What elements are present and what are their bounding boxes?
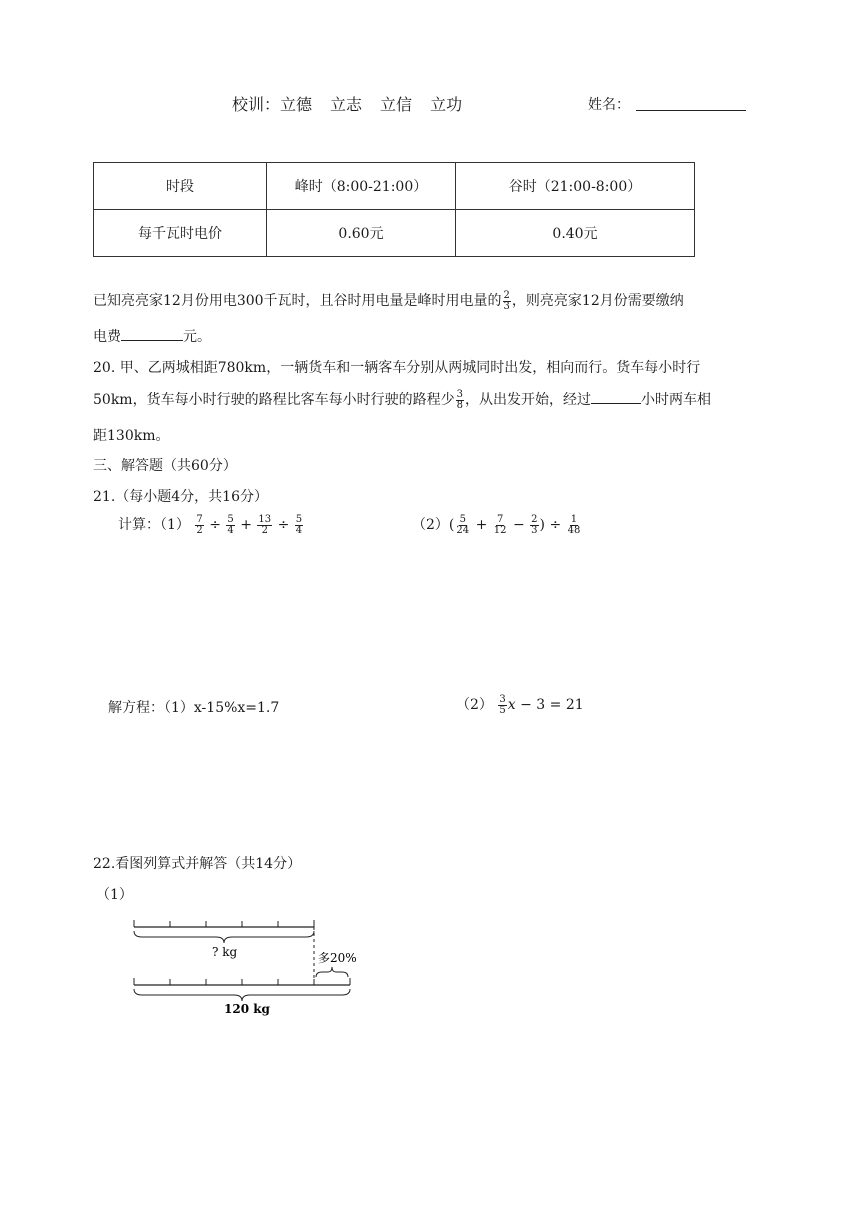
fraction [498,695,506,716]
q22-title: 22.看图列算式并解答（共14分） [93,856,302,872]
bottom-label: 120 kg [224,1002,270,1016]
q21-equation-1: 解方程：（1）x-15%x=1.7 [108,700,280,716]
fraction-numerator: 7 [196,513,203,525]
fraction [530,515,538,536]
table-header-cell: 时段 [94,163,267,210]
bottom-brace [134,989,350,1001]
fraction-numerator: 5 [295,513,303,525]
fraction [503,291,511,312]
school-motto [232,92,462,115]
extra-label: 多20% [318,951,357,965]
fraction-denominator: 8 [456,399,463,411]
motto-label: 校训： [232,95,281,114]
motto-item: 立功 [430,95,463,114]
fraction-numerator: 2 [531,513,538,525]
section-title: 三、解答题（共60分） [93,458,237,474]
q21-calc-2 [412,514,582,536]
fraction-numerator: 5 [459,513,466,525]
fraction-numerator: 3 [499,693,506,705]
fraction-denominator: 2 [261,524,268,536]
top-brace [134,931,314,943]
operator: + [475,517,488,533]
motto-item: 立信 [380,95,413,114]
answer-blank[interactable] [591,389,641,404]
q20-text: ，从出发开始，经过 [464,392,591,408]
motto-item: 立德 [280,95,313,114]
q19-line1 [93,290,684,312]
table-header-cell: 谷时（21:00-8:00） [456,163,695,210]
bar-diagram [120,915,380,1025]
paren: ) [539,517,545,533]
operator: ÷ [277,517,290,533]
fraction-numerator: 7 [496,513,504,525]
variable: x [507,697,516,713]
q19-text: 已知亮亮家12月份用电300千瓦时，且谷时用电量是峰时用电量的 [93,293,502,309]
fraction [195,515,203,536]
fraction-denominator: 3 [503,300,510,312]
fraction-denominator: 24 [456,524,470,536]
q20-text: 50km，货车每小时行驶的路程比客车每小时行驶的路程少 [93,392,455,408]
calc-label: 计算：（1） [118,517,190,533]
operator: ÷ [209,517,221,533]
bottom-bar-ticks [134,978,350,985]
q19-text: 元。 [183,329,211,345]
fraction [226,515,234,536]
fraction-numerator: 3 [456,388,463,400]
q19-text: 电费 [93,329,121,345]
operator: + [240,517,252,533]
q20-text: 小时两车相 [640,392,711,408]
fraction-denominator: 48 [567,524,581,536]
fraction-denominator: 5 [499,704,506,716]
table-cell: 0.60元 [267,210,456,257]
electricity-price-table [93,162,695,257]
q19-text: ，则亮亮家12月份需要缴纳 [511,293,684,309]
fraction-numerator: 13 [258,513,272,525]
q20-line1: 20. 甲、乙两城相距780km，一辆货车和一辆客车分别从两城同时出发，相向而行。货车每小时行 [93,360,701,376]
q20-line3: 距130km。 [93,428,170,444]
fraction-denominator: 2 [196,524,203,536]
name-label: 姓名： [588,97,630,113]
fraction [567,515,582,536]
fraction-numerator: 5 [227,513,234,525]
table-cell: 0.40元 [456,210,695,257]
q20-line2 [93,389,711,411]
q21-equation-2 [456,694,584,716]
table-header-cell: 峰时（8:00-21:00） [267,163,456,210]
table-header-row [94,163,695,210]
fraction [257,515,272,536]
calc-label: （2） [412,517,449,533]
fraction-numerator: 2 [503,289,510,301]
top-label: ? kg [212,945,238,959]
q19-line2 [93,326,211,346]
fraction-denominator: 3 [531,524,538,536]
equation-rest: − 3 = 21 [515,697,584,713]
paren: ( [448,517,455,533]
table-row [94,210,695,257]
fraction [295,515,303,536]
fraction-denominator: 4 [295,524,303,536]
q21-calc-1 [118,514,304,536]
top-bar-ticks [134,920,314,927]
fraction [493,515,508,536]
extra-brace [316,967,348,977]
table-cell: 每千瓦时电价 [94,210,267,257]
motto-item: 立志 [330,95,363,114]
fraction [456,390,464,411]
fraction-denominator: 12 [493,524,507,536]
q22-sub1: （1） [96,887,133,903]
answer-blank[interactable] [121,326,183,341]
fraction [455,515,470,536]
q21-title: 21.（每小题4分，共16分） [93,489,268,505]
equation-label: （2） [456,697,493,713]
operator: − [512,517,525,533]
fraction-numerator: 1 [570,513,578,525]
fraction-denominator: 4 [227,524,234,536]
operator: ÷ [549,517,562,533]
name-field[interactable] [636,110,746,111]
